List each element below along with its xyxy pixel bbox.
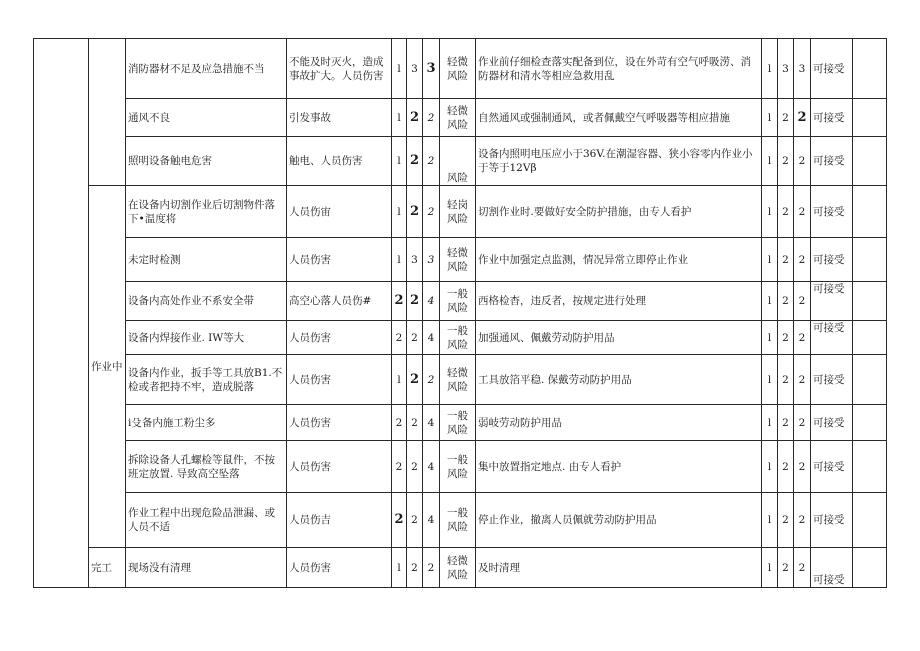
residual-r-cell: 3 <box>794 39 811 99</box>
residual-s-cell: 2 <box>778 186 794 238</box>
score-l-cell: 2 <box>392 405 407 441</box>
measure-cell: 作业中加强定点监测，情况异常立即停止作业 <box>476 238 762 282</box>
score-l-cell: 2 <box>392 493 407 548</box>
table-row <box>34 39 887 99</box>
residual-r-cell: 2 <box>794 186 811 238</box>
hazard-cell: 设备内高处作业不系安全带 <box>126 282 287 321</box>
residual-s-cell: 2 <box>778 321 794 355</box>
accept-cell: 可接受 <box>811 548 853 588</box>
score-s-cell: 2 <box>407 186 423 238</box>
residual-r-cell: 2 <box>794 493 811 548</box>
score-r-cell: 2 <box>423 548 440 588</box>
score-l-cell: 2 <box>392 441 407 493</box>
table-row <box>34 355 887 405</box>
table-row <box>34 137 887 186</box>
table-row <box>34 493 887 548</box>
residual-r-cell: 2 <box>794 137 811 186</box>
phase-cell: 完工 <box>89 548 126 588</box>
trailing-cell <box>853 321 887 355</box>
consequence-cell: 不能及时灭火，造成事故扩大。人员伤害 <box>287 39 392 99</box>
residual-r-cell: 2 <box>794 405 811 441</box>
hazard-cell: i殳备内施工粉尘多 <box>126 405 287 441</box>
hazard-cell: 通风不良 <box>126 99 287 137</box>
consequence-cell: 人员伤害 <box>287 355 392 405</box>
measure-cell: 自然通风或强制通风，或者佩戴空气呼吸器等相应措施 <box>476 99 762 137</box>
consequence-cell: 引发事故 <box>287 99 392 137</box>
residual-s-cell: 2 <box>778 99 794 137</box>
score-r-cell: 4 <box>423 282 440 321</box>
score-r-cell: 4 <box>423 405 440 441</box>
residual-l-cell: l <box>762 186 778 238</box>
measure-cell: 作业前仔细检查落实配备到位，设在外苛有空气呼吸涝、消防器材和清水等相应急救用乱 <box>476 39 762 99</box>
accept-cell: 可接受 <box>811 39 853 99</box>
residual-s-cell: 2 <box>778 282 794 321</box>
score-l-cell: l <box>392 238 407 282</box>
residual-s-cell: 3 <box>778 39 794 99</box>
hazard-cell: 设备内作业，扳手等工具放B1.不检或者把持不牢，造成脱落 <box>126 355 287 405</box>
consequence-cell: 人员伤害 <box>287 548 392 588</box>
phase-cell: 作业中 <box>89 186 126 548</box>
measure-cell: 加强通风、佩戴劳动防护用品 <box>476 321 762 355</box>
hazard-cell: 在设备内切割作业后切割物件落下•温度将 <box>126 186 287 238</box>
score-r-cell: 2 <box>423 137 440 186</box>
trailing-cell <box>853 282 887 321</box>
measure-cell: 切割作业时.要做好安全防护措施，由专人看护 <box>476 186 762 238</box>
trailing-cell <box>853 238 887 282</box>
accept-cell: 可接受 <box>811 186 853 238</box>
score-r-cell: 2 <box>423 355 440 405</box>
residual-s-cell: 2 <box>778 137 794 186</box>
residual-r-cell: 2 <box>794 355 811 405</box>
risk-level-cell: 轻微风险 <box>440 355 476 405</box>
score-s-cell: 2 <box>407 137 423 186</box>
score-s-cell: 2 <box>407 321 423 355</box>
consequence-cell: 人员伤害 <box>287 238 392 282</box>
risk-level-cell: 轻微风险 <box>440 238 476 282</box>
accept-cell: 可接受 <box>811 405 853 441</box>
residual-s-cell: 2 <box>778 355 794 405</box>
accept-cell: 可接受 <box>811 355 853 405</box>
score-l-cell: l <box>392 548 407 588</box>
consequence-cell: 人员伤害 <box>287 321 392 355</box>
accept-cell: 可接受 <box>811 137 853 186</box>
trailing-cell <box>853 186 887 238</box>
consequence-cell: 触电、人员伤害 <box>287 137 392 186</box>
residual-r-cell: 2 <box>794 99 811 137</box>
accept-cell: 可接受 <box>811 282 853 321</box>
table-row <box>34 548 887 588</box>
score-r-cell: 4 <box>423 493 440 548</box>
accept-cell: 可接受 <box>811 238 853 282</box>
trailing-cell <box>853 405 887 441</box>
residual-l-cell: l <box>762 548 778 588</box>
trailing-cell <box>853 137 887 186</box>
trailing-cell <box>853 39 887 99</box>
phase-cell <box>89 39 126 186</box>
residual-s-cell: 2 <box>778 441 794 493</box>
residual-l-cell: l <box>762 321 778 355</box>
risk-level-cell: 一般风险 <box>440 493 476 548</box>
risk-table <box>33 38 887 588</box>
score-s-cell: 3 <box>407 238 423 282</box>
risk-level-cell: 一般风险 <box>440 441 476 493</box>
residual-l-cell: l <box>762 441 778 493</box>
residual-r-cell: 2 <box>794 548 811 588</box>
measure-cell: 弱岐劳动防护用品 <box>476 405 762 441</box>
consequence-cell: 高空心落人员伤# <box>287 282 392 321</box>
measure-cell: 西格检杳，违反者，按规定进行处理 <box>476 282 762 321</box>
residual-l-cell: l <box>762 39 778 99</box>
risk-level-cell: 一般风险 <box>440 282 476 321</box>
hazard-cell: 消防器材不足及应急措施不当 <box>126 39 287 99</box>
accept-cell: 可接受 <box>811 99 853 137</box>
trailing-cell <box>853 441 887 493</box>
risk-level-cell: 一般风险 <box>440 321 476 355</box>
score-s-cell: 2 <box>407 355 423 405</box>
residual-s-cell: 2 <box>778 405 794 441</box>
score-s-cell: 2 <box>407 441 423 493</box>
trailing-cell <box>853 99 887 137</box>
hazard-cell: 未定时检测 <box>126 238 287 282</box>
risk-level-cell: 一般风险 <box>440 405 476 441</box>
residual-s-cell: 2 <box>778 548 794 588</box>
trailing-cell <box>853 493 887 548</box>
consequence-cell: 人员伤吉 <box>287 493 392 548</box>
table-row <box>34 238 887 282</box>
accept-cell: 可接受 <box>811 493 853 548</box>
score-s-cell: 2 <box>407 99 423 137</box>
hazard-cell: 现场没有清理 <box>126 548 287 588</box>
residual-s-cell: 2 <box>778 238 794 282</box>
score-s-cell: 2 <box>407 493 423 548</box>
residual-l-cell: l <box>762 493 778 548</box>
score-l-cell: l <box>392 186 407 238</box>
table-row <box>34 441 887 493</box>
blank-column <box>34 39 89 588</box>
consequence-cell: 人员伤害 <box>287 405 392 441</box>
score-l-cell: 2 <box>392 321 407 355</box>
score-r-cell: 2 <box>423 99 440 137</box>
consequence-cell: 人员伤害 <box>287 441 392 493</box>
residual-l-cell: l <box>762 282 778 321</box>
risk-level-cell: 风险 <box>440 137 476 186</box>
consequence-cell: 人员伤宙 <box>287 186 392 238</box>
residual-r-cell: 2 <box>794 321 811 355</box>
table-row <box>34 186 887 238</box>
score-l-cell: l <box>392 99 407 137</box>
residual-l-cell: l <box>762 137 778 186</box>
risk-level-cell: 轻微风险 <box>440 99 476 137</box>
risk-level-cell: 轻微风险 <box>440 39 476 99</box>
measure-cell: 设备内照明电压应小于36V.在潮湿容器、狭小容零内作业小于等于12Vβ <box>476 137 762 186</box>
residual-r-cell: 2 <box>794 441 811 493</box>
residual-l-cell: l <box>762 355 778 405</box>
residual-r-cell: 2 <box>794 238 811 282</box>
score-r-cell: 2 <box>423 186 440 238</box>
table-row <box>34 321 887 355</box>
score-l-cell: 2 <box>392 282 407 321</box>
score-s-cell: 2 <box>407 405 423 441</box>
trailing-cell <box>853 355 887 405</box>
risk-level-cell: 轻岗风险 <box>440 186 476 238</box>
residual-l-cell: l <box>762 99 778 137</box>
measure-cell: 集中放置指定地点. 由专人看护 <box>476 441 762 493</box>
score-r-cell: 4 <box>423 441 440 493</box>
hazard-cell: 设备内焊接作业. IW等大 <box>126 321 287 355</box>
risk-level-cell: 轻微风险 <box>440 548 476 588</box>
hazard-cell: 拆除设备人孔螺检等鼠件，不按班定放置. 导致高空坠落 <box>126 441 287 493</box>
table-row <box>34 405 887 441</box>
residual-l-cell: l <box>762 238 778 282</box>
hazard-cell: 作业工程中出现危险品泄漏、或人员不适 <box>126 493 287 548</box>
table-row <box>34 99 887 137</box>
score-s-cell: 3 <box>407 39 423 99</box>
residual-r-cell: 2 <box>794 282 811 321</box>
accept-cell: 可接受 <box>811 441 853 493</box>
table-row <box>34 282 887 321</box>
score-s-cell: 2 <box>407 548 423 588</box>
score-r-cell: 4 <box>423 321 440 355</box>
accept-cell: 可接受 <box>811 321 853 355</box>
measure-cell: 停止作业，撤离人员佩就劳动防护用品 <box>476 493 762 548</box>
risk-assessment-sheet <box>33 38 887 588</box>
hazard-cell: 照明设备触电危害 <box>126 137 287 186</box>
score-r-cell: 3 <box>423 39 440 99</box>
measure-cell: 工具放箔平稳. 保戴劳动防护用品 <box>476 355 762 405</box>
score-r-cell: 3 <box>423 238 440 282</box>
score-l-cell: l <box>392 39 407 99</box>
score-l-cell: l <box>392 355 407 405</box>
trailing-cell <box>853 548 887 588</box>
score-l-cell: l <box>392 137 407 186</box>
residual-s-cell: 2 <box>778 493 794 548</box>
residual-l-cell: l <box>762 405 778 441</box>
score-s-cell: 2 <box>407 282 423 321</box>
measure-cell: 及时清理 <box>476 548 762 588</box>
